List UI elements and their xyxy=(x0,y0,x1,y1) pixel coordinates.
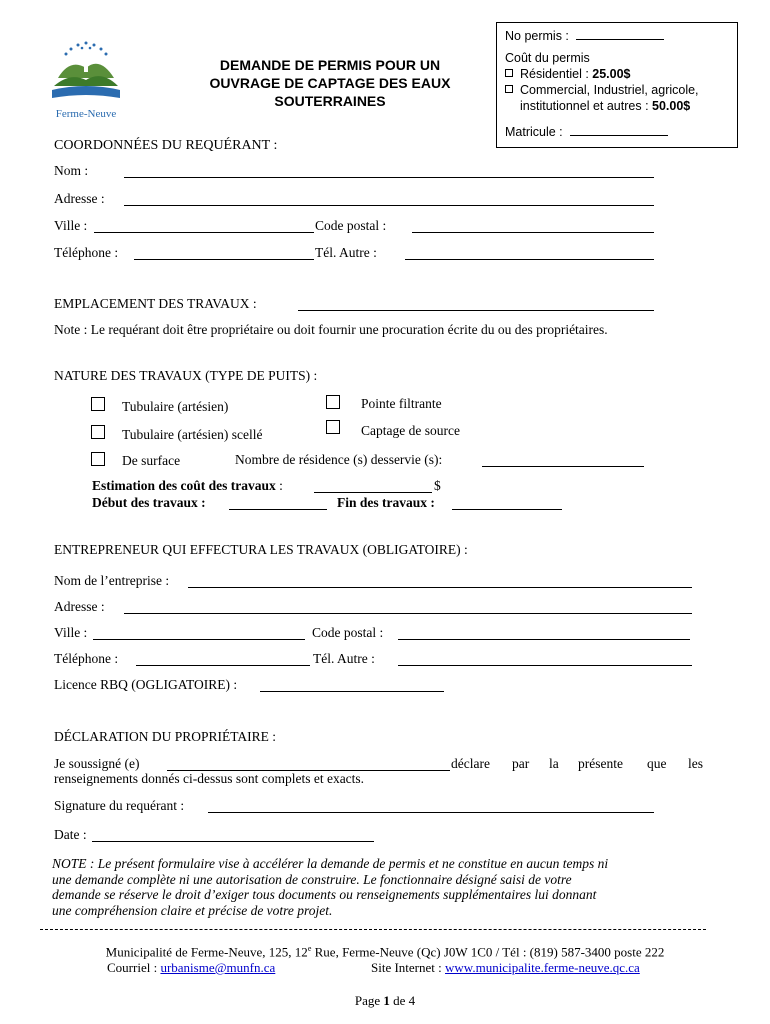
les-word: les xyxy=(688,756,703,771)
signature-label: Signature du requérant : xyxy=(54,798,185,813)
nom-entreprise-label: Nom de l’entreprise : xyxy=(54,573,170,588)
site-link[interactable]: www.municipalite.ferme-neuve.qc.ca xyxy=(445,960,640,975)
adresse-label: Adresse : xyxy=(54,191,105,206)
matricule-field[interactable] xyxy=(570,134,668,136)
entrepreneur-telephone-label: Téléphone : xyxy=(54,651,119,666)
site-label: Site Internet : xyxy=(371,960,442,975)
estimation-colon: : xyxy=(275,478,283,493)
page-current: 1 xyxy=(383,993,390,1008)
cout-permis-label: Coût du permis xyxy=(505,51,590,65)
dollar-sign: $ xyxy=(434,478,441,493)
tubulaire-checkbox[interactable] xyxy=(91,397,105,411)
declaration-heading: DÉCLARATION DU PROPRIÉTAIRE : xyxy=(54,729,277,744)
telephone-label: Téléphone : xyxy=(54,245,119,260)
footer-address-sup: e xyxy=(307,944,312,953)
note-line-1: NOTE : Le présent formulaire vise à accélérer la demande de permis et ne constitue en aucun temps ni xyxy=(52,856,609,871)
entrepreneur-tel-autre-field[interactable] xyxy=(398,664,692,666)
footer-address: Municipalité de Ferme-Neuve, 125, 12 xyxy=(105,944,308,960)
captage-source-checkbox[interactable] xyxy=(326,420,340,434)
nom-entreprise-field[interactable] xyxy=(188,586,692,588)
nombre-residence-label: Nombre de résidence (s) desservie (s): xyxy=(235,452,443,467)
courriel-link[interactable]: urbanisme@munfn.ca xyxy=(160,960,276,975)
matricule-label: Matricule : xyxy=(505,125,563,139)
de-surface-checkbox[interactable] xyxy=(91,452,105,466)
logo-emblem-icon xyxy=(50,38,122,102)
entrepreneur-heading: ENTREPRENEUR QUI EFFECTURA LES TRAVAUX (OBLIGATOIRE) : xyxy=(54,542,468,557)
commercial-checkbox[interactable] xyxy=(505,85,513,93)
tubulaire-scelle-label: Tubulaire (artésien) scellé xyxy=(122,427,263,442)
note-line-2: une demande complète ni une autorisation de construire. Le fonctionnaire désigné saisi de votre xyxy=(52,871,572,887)
debut-label: Début des travaux : xyxy=(92,495,206,510)
courriel-label: Courriel : xyxy=(107,960,158,975)
residentiel-checkbox[interactable] xyxy=(505,69,513,77)
estimation-field[interactable] xyxy=(314,491,432,493)
emplacement-label: EMPLACEMENT DES TRAVAUX : xyxy=(54,296,257,311)
par-word: par xyxy=(512,756,530,771)
entrepreneur-adresse-field[interactable] xyxy=(124,612,692,614)
emplacement-note: Note : Le requérant doit être propriétaire ou doit fournir une procuration écrite du ou des propriétaires. xyxy=(54,322,608,337)
captage-source-label: Captage de source xyxy=(361,423,460,438)
code-postal-field[interactable] xyxy=(412,231,654,233)
date-field[interactable] xyxy=(92,840,374,842)
tel-autre-field[interactable] xyxy=(405,258,654,260)
commercial-label-2: institutionnel et autres : xyxy=(520,99,649,113)
la-word: la xyxy=(549,756,559,771)
no-permis-field[interactable] xyxy=(576,38,664,40)
que-word: que xyxy=(647,756,667,771)
legal-note xyxy=(52,856,712,918)
pointe-filtrante-label: Pointe filtrante xyxy=(361,396,442,411)
page-number xyxy=(0,993,770,1009)
form-title xyxy=(185,56,475,110)
footer-address-rest: Rue, Ferme-Neuve (Qc) J0W 1C0 / Tél : (819) 587-3400 poste 222 xyxy=(311,944,665,960)
permit-info-box xyxy=(496,22,738,148)
tubulaire-scelle-checkbox[interactable] xyxy=(91,425,105,439)
fin-field[interactable] xyxy=(452,508,562,510)
entrepreneur-tel-autre-label: Tél. Autre : xyxy=(313,651,375,666)
telephone-field[interactable] xyxy=(134,258,314,260)
requerant-heading: COORDONNÉES DU REQUÉRANT : xyxy=(54,138,278,153)
entrepreneur-telephone-field[interactable] xyxy=(136,664,310,666)
licence-rbq-label: Licence RBQ (OGLIGATOIRE) : xyxy=(54,677,238,692)
signature-field[interactable] xyxy=(208,811,654,813)
page-label: Page xyxy=(354,993,381,1008)
logo-text: Ferme-Neuve xyxy=(55,108,117,120)
declare-word: déclare xyxy=(451,756,490,771)
licence-rbq-field[interactable] xyxy=(260,690,444,692)
entrepreneur-code-postal-field[interactable] xyxy=(398,638,690,640)
title-line-2: OUVRAGE DE CAPTAGE DES EAUX xyxy=(209,75,451,91)
je-soussigne-label: Je soussigné (e) xyxy=(54,756,140,771)
ville-field[interactable] xyxy=(94,231,314,233)
emplacement-field[interactable] xyxy=(298,309,654,311)
ville-label: Ville : xyxy=(54,218,88,233)
adresse-field[interactable] xyxy=(124,204,654,206)
pointe-filtrante-checkbox[interactable] xyxy=(326,395,340,409)
entrepreneur-ville-field[interactable] xyxy=(93,638,305,640)
page-of: de 4 xyxy=(393,993,416,1008)
no-permis-label: No permis : xyxy=(505,29,569,43)
entrepreneur-ville-label: Ville : xyxy=(54,625,88,640)
debut-field[interactable] xyxy=(229,508,327,510)
presente-word: présente xyxy=(578,756,623,771)
footer-separator xyxy=(40,929,706,930)
nom-label: Nom : xyxy=(54,163,89,178)
estimation-label: Estimation des coût des travaux xyxy=(92,478,276,493)
declaration-line-2: renseignements donnés ci-dessus sont complets et exacts. xyxy=(54,771,365,786)
residentiel-price: 25.00$ xyxy=(592,67,631,81)
commercial-label: Commercial, Industriel, agricole, xyxy=(520,83,699,97)
entrepreneur-adresse-label: Adresse : xyxy=(54,599,105,614)
tel-autre-label: Tél. Autre : xyxy=(315,245,377,260)
tubulaire-label: Tubulaire (artésien) xyxy=(122,399,229,414)
nom-field[interactable] xyxy=(124,176,654,178)
date-label: Date : xyxy=(54,827,87,842)
fin-label: Fin des travaux : xyxy=(337,495,435,510)
title-line-1: DEMANDE DE PERMIS POUR UN xyxy=(219,57,441,73)
note-line-4: une compréhension claire et précise de votre projet. xyxy=(52,902,333,918)
nature-heading: NATURE DES TRAVAUX (TYPE DE PUITS) : xyxy=(54,368,318,383)
code-postal-label: Code postal : xyxy=(315,218,387,233)
de-surface-label: De surface xyxy=(122,453,181,468)
title-line-3: SOUTERRAINES xyxy=(274,93,386,109)
municipality-logo xyxy=(50,38,122,120)
entrepreneur-code-postal-label: Code postal : xyxy=(312,625,384,640)
commercial-price: 50.00$ xyxy=(652,99,691,113)
note-line-3: demande se réserve le droit d’exiger tous documents ou renseignements supplémentaires lui donnant xyxy=(52,887,597,902)
nombre-residence-field[interactable] xyxy=(482,465,644,467)
residentiel-label: Résidentiel : xyxy=(520,67,589,81)
